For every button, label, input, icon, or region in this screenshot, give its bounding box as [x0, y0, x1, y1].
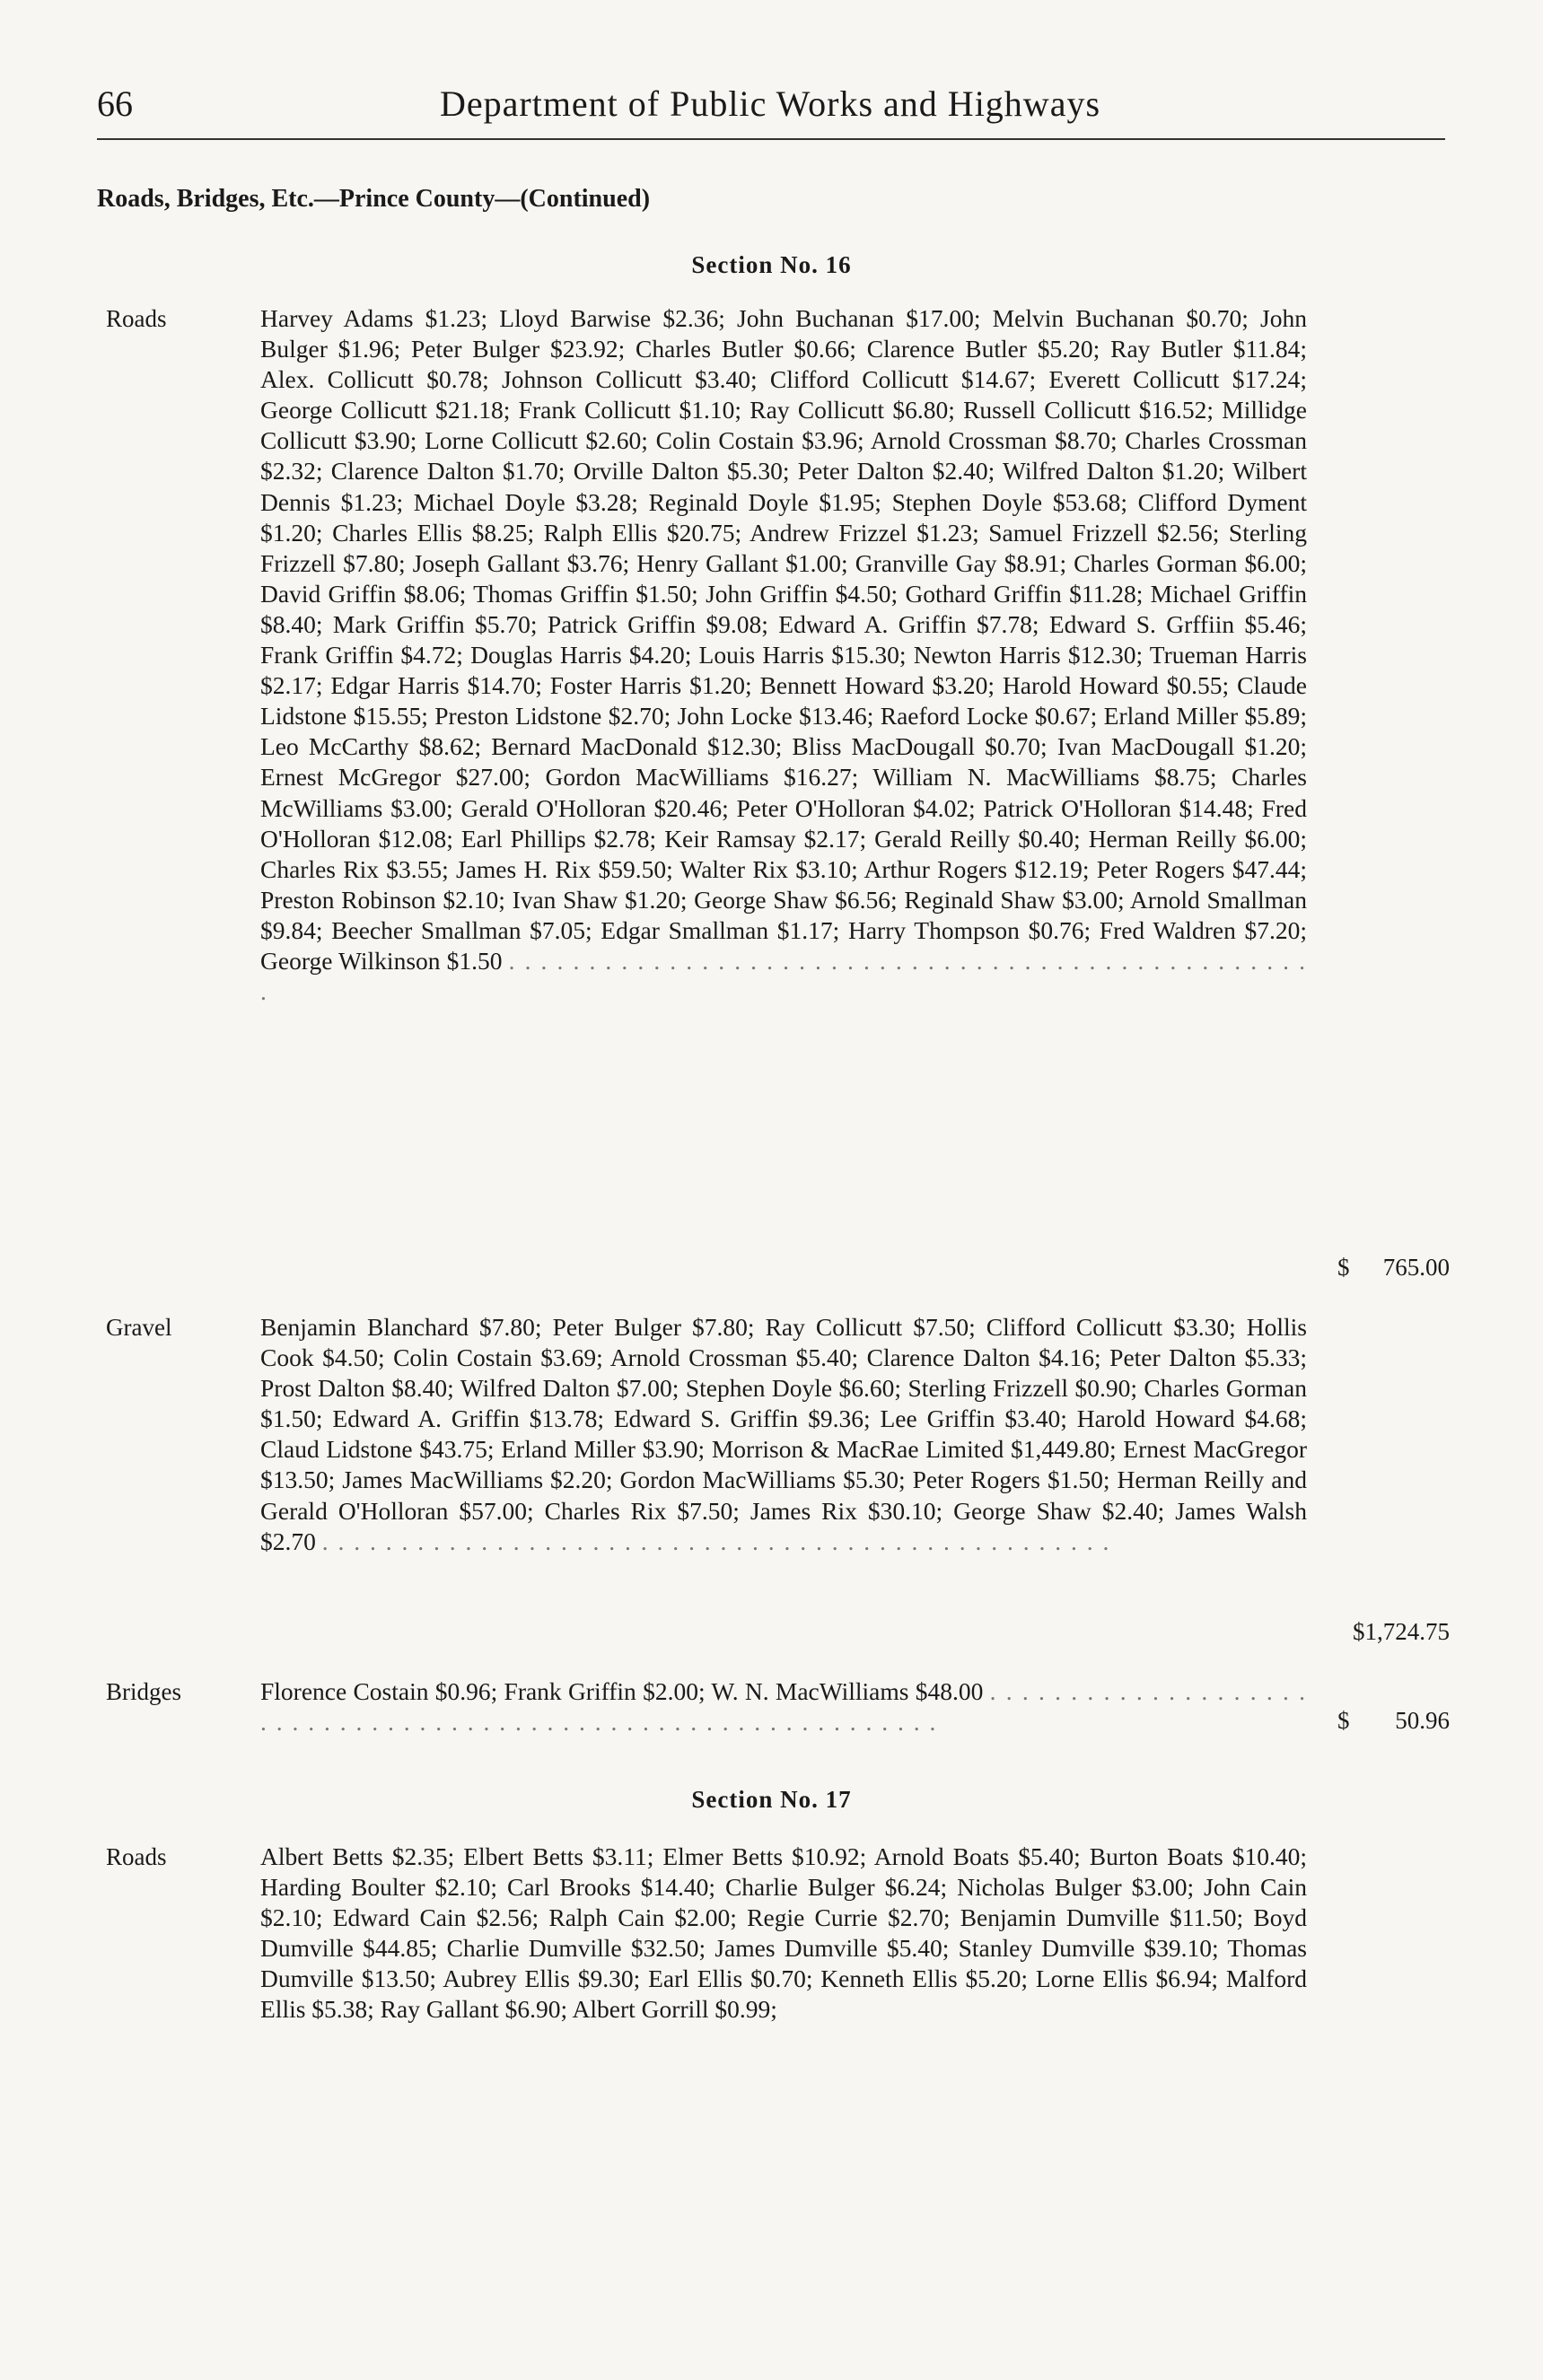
- continued-caption: Roads, Bridges, Etc.—Prince County—(Continued): [97, 185, 651, 213]
- entry-body: Albert Betts $2.35; Elbert Betts $3.11; Elmer Betts $10.92; Arnold Boats $5.40; Burton Boats $10.40; Harding Boulter $2.10; Carl Brooks $14.40; Charlie Bulger $6.24; Nicholas Bulger $3.00; John Cain $2.10; Edward Cain $2.56; Ralph Cain $2.00; Regie Currie $2.70; Benjamin Dumville $11.50; Boyd Dumville $44.85; Charlie Dumville $32.50; James Dumville $5.40; Stanley Dumville $39.10; Thomas Dumville $13.50; Aubrey Ellis $9.30; Earl Ellis $0.70; Kenneth Ellis $5.20; Lorne Ellis $6.94; Malford Ellis $5.38; Ray Gallant $6.90; Albert Gorrill $0.99;: [260, 1842, 1307, 2024]
- running-title: Department of Public Works and Highways: [439, 83, 1101, 124]
- amount-value: 765.00: [1382, 1254, 1450, 1281]
- entry-body: Benjamin Blanchard $7.80; Peter Bulger $7.80; Ray Collicutt $7.50; Clifford Collicutt $3.30; Hollis Cook $4.50; Colin Costain $3.69; Arnold Crossman $5.40; Clarence Dalton $4.16; Peter Dalton $5.33; Prost Dalton $8.40; Wilfred Dalton $7.00; Stephen Doyle $6.60; Sterling Frizzell $0.90; Charles Gorman $1.50; Edward A. Griffin $13.78; Edward S. Griffin $9.36; Lee Griffin $3.40; Harold Howard $4.68; Claud Lidstone $43.75; Erland Miller $3.90; Morrison & MacRae Limited $1,449.80; Ernest MacGregor $13.50; James MacWilliams $2.20; Gordon MacWilliams $5.30; Peter Rogers $1.50; Herman Reilly and Gerald O'Holloran $57.00; Charles Rix $7.50; James Rix $30.10; George Shaw: [260, 1313, 1307, 1525]
- leader-dots: . . . . . . . . . . . . . . . . . . . . . . . . . . . . . . . . . . . . . . . . . . . . . . . . . . .: [260, 946, 1308, 1006]
- entry-text: [260, 1676, 1307, 1737]
- entry-label: Bridges: [106, 1678, 181, 1705]
- entry-body: Harvey Adams $1.23; Lloyd Barwise $2.36; John Buchanan $17.00; Melvin Buchanan $0.70; John Bulger $1.96; Peter Bulger $23.92; Charles Butler $0.66; Clarence Butler $5.20; Ray Butler $11.84; Alex. Collicutt $0.78; Johnson Collicutt $3.40; Clifford Collicutt $14.67; Everett Collicutt $17.24; George Collicutt $21.18; Frank Collicutt $1.10; Ray Collicutt $6.80; Russell Collicutt $16.52; Millidge Collicutt $3.90; Lorne Collicutt $2.60; Colin Costain $3.96; Arnold Crossman $8.70; Charles Crossman $2.32; Clarence Dalton $1.70; Orville Dalton $5.30; Peter Dalton $2.40; Wilfred Dalton $1.20; Wilbert Dennis $1.23; Michael Doyle $3.28; Reginald Doyle $1.95; Stephen Doyle $53.68; Clifford Dyment $1.20; Charles Ellis $8.25; Ralph Ellis $20.75; Andrew Frizzel $1.23; Samuel Frizzell $2.56; Sterling Frizzell $7.80; Joseph Gallant $3.76; Henry Gallant $1.00; Granville Gay $8.91; Charles Gorman $6.00; David Griffin $8.06; Thomas Griffin $1.50; John Griffin $4.50; Gothard Griffin $11.28; Michael Griffin $8.40; Mark Griffin $5.70; Patrick Griffin $9.08; Edward A. Griffin $7.78; Edward S. Grffiin $5.46; Frank Griffin $4.72; Douglas Harris $4.20; Louis Harris $15.30; Newton Harris $12.30; Trueman Harris $2.17; Edgar Harris $14.70; Foster Harris $1.20; Bennett Howard $3.20; Harold Howard $0.55; Claude Lidstone $15.55; Preston Lidstone $2.70; John Locke $13.46; Raeford Locke $0.67; Erland Miller $5.89; Leo McCarthy $8.62; Bernard MacDonald $12.30; Bliss MacDougall $0.70; Ivan MacDougall $1.20; Ernest McGregor $27.00; Gordon MacWilliams $16.27; William N. MacWilliams $8.75; Charles McWilliams $3.00; Gerald O'Holloran $20.46; Peter O'Holloran $4.02; Patrick O'Holloran $14.48; Fred O'Holloran $12.08; Earl Phillips $2.78; Keir Ramsay $2.17; Gerald Reilly $0.40; Herman Reilly $6.00; Charles Rix $3.55; James H. Rix $59.50; Walter Rix $3.10; Arthur Rogers $12.19; Peter Rogers $47.44; Preston Robinson $2.10; Ivan Shaw $1.20; George Shaw $6.56; Reginald Shaw $3.00; Arnold Smallman $9.84; Beecher Smallman $7.05; Edgar Smallman $1.17; Harry Thompson $0.76; Fred Waldren $7.20; George: [260, 304, 1307, 975]
- entry-body: Florence Costain $0.96; Frank Griffin $2.00; W. N. MacWilliams: [260, 1677, 909, 1705]
- section-heading: Section No. 17: [691, 1786, 852, 1813]
- entry-label: Roads: [106, 1843, 167, 1870]
- entry-text: [260, 1842, 1307, 2026]
- amount-value: 50.96: [1395, 1707, 1450, 1734]
- entry-text: [260, 1312, 1307, 1557]
- entry-label: Gravel: [106, 1314, 172, 1341]
- page-header: [97, 83, 1443, 136]
- page-number: 66: [97, 83, 133, 124]
- entry-last-line: Wilkinson $1.50: [338, 946, 503, 975]
- entry-last-line: $2.40; James Walsh $2.70: [260, 1496, 1308, 1555]
- section-heading: Section No. 16: [691, 251, 852, 278]
- leader-dots: . . . . . . . . . . . . . . . . . . . . . . . . . . . . . . . . . . . . . . . . . . . . . . . . . .: [321, 1527, 1111, 1555]
- currency-sign: $: [1337, 1254, 1350, 1281]
- header-rule: [97, 138, 1445, 140]
- entry-last-line: $48.00: [915, 1677, 984, 1705]
- currency-sign: $: [1337, 1707, 1350, 1734]
- amount-value: $1,724.75: [1353, 1618, 1450, 1645]
- leader-dots: . . . . . . . . . . . . . . . . . . . . . . . . . . . . . . . . . . . . . . . . . . . . . . . . . . . . . . . . . . . . . . .: [260, 1677, 1308, 1737]
- entry-text: [260, 303, 1307, 1007]
- entry-label: Roads: [106, 305, 167, 332]
